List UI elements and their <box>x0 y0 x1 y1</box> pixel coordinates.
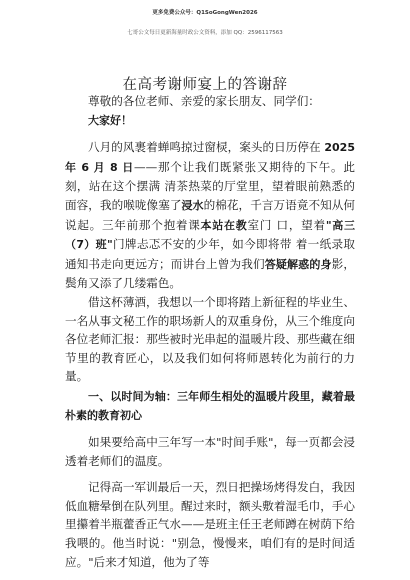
paragraph-2: 借这杯薄酒，我想以一个即将踏上新征程的毕业生、一名从事文秘工作的职场新人的双重身份，从三个维度向各位老师汇报：那些被时光串起的温暖片段、那些藏在细节里的教育匠心，以及我们如何将师恩转化为前行的力量。 <box>65 294 355 384</box>
p1-text-b: ——那个让我们既紧张又期待的下午。此刻，站在这个摆满 清茶热菜的厅堂里，望着眼前熟悉的面容，我的喉咙像塞了 <box>65 159 355 212</box>
salutation: 尊敬的各位老师、亲爱的家长朋友、同学们： <box>88 94 320 108</box>
paragraph-4: 记得高一军训最后一天，烈日把操场烤得发白，我因低血糖晕倒在队列里。醒过来时，额头敷着湿毛巾，手心里攥着半瓶藿香正气水——是班主任王老师蹲在树荫下给我喂的。他当时说："别急，慢慢来，咱们有的是时间适应。"后来才知道，他为了等 <box>65 480 355 569</box>
p1-bold-4: 答疑解惑的身 <box>264 257 332 271</box>
greeting-text: 大家好！ <box>88 113 132 127</box>
p1-text-c: 的棉花，千言万语竟不知从何说起。三年前那个抱着课 <box>65 197 355 232</box>
p1-text-d: 室门 口，望着 <box>247 217 326 232</box>
document-body <box>65 92 355 571</box>
p1-text-f: 影，鬓角又添了几缕霜色。 <box>65 256 355 291</box>
p1-text-a: 八月的风裹着蝉鸣掠过窗棂，案头的日历停在 <box>88 140 325 155</box>
greeting <box>65 111 355 131</box>
paragraph-3: 如果要给高中三年写一本"时间手账"，每一页都会浸透着老师们的温度。 <box>65 435 355 468</box>
p1-bold-3: "高三（7）班" <box>65 218 355 252</box>
section-heading-1: 一、以时间为轴：三年师生相处的温暖片段里，藏着最朴素的教育初心 <box>65 389 355 422</box>
p1-text-e: 门牌忐忑不安的少年，如今即将带 着一纸录取通知书走向更远方；而讲台上曾为我们 <box>65 237 356 271</box>
p1-bold-1: 浸水 <box>181 198 204 212</box>
page-header-promo: 更多免费公众号：Q1SoGongWen2026 <box>152 10 258 16</box>
document-title: 在高考谢师宴上的答谢辞 <box>122 77 288 93</box>
page-header-notice: 七哥公文每日更新海量时政公文资料，添加 QQ：2596117563 <box>127 30 283 36</box>
p1-bold-2: 本站在教 <box>200 218 248 232</box>
paragraph-1 <box>65 138 355 293</box>
p1-date: 2025 年 6 月 8 日 <box>65 141 355 174</box>
